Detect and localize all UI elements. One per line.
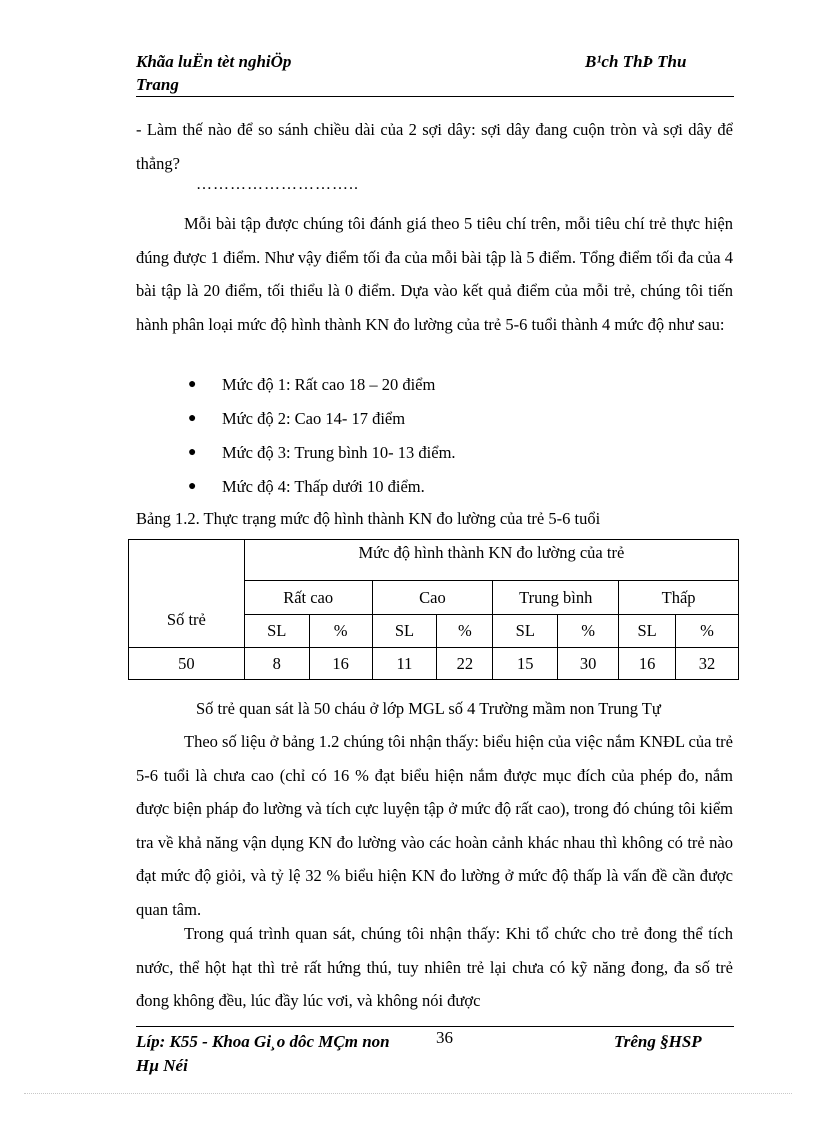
- subheader-cell: %: [676, 615, 739, 648]
- list-item-text: Mức độ 3: Trung bình 10- 13 điểm.: [222, 443, 456, 462]
- subheader-cell: %: [437, 615, 493, 648]
- table-cell: 8: [244, 648, 309, 680]
- table-cell: 50: [129, 648, 245, 680]
- header-title-line2: Trang: [136, 75, 179, 94]
- table-cell: 11: [372, 648, 437, 680]
- bullet-icon: ●: [188, 377, 197, 392]
- subheader-cell: %: [558, 615, 619, 648]
- table-cell: 16: [309, 648, 372, 680]
- paragraph-observation: Trong quá trình quan sát, chúng tôi nhận thấy: Khi tổ chức cho trẻ đong thể tích nước, thể hột hạt thì trẻ rất hứng thú, tuy nhiên trẻ lại chưa có kỹ năng đong, đa số trẻ đong không đều, lúc đầy lúc vơi, và không nói được: [136, 924, 733, 1010]
- list-item-text: Mức độ 4: Thấp dưới 10 điểm.: [222, 477, 425, 496]
- subheader-cell: SL: [493, 615, 558, 648]
- table-cell: 15: [493, 648, 558, 680]
- bullet-icon: ●: [188, 445, 197, 460]
- list-item: [136, 402, 733, 436]
- subheader-cell: SL: [372, 615, 437, 648]
- list-item: [136, 436, 733, 470]
- footer-class-line2: Hµ Néi: [136, 1056, 188, 1075]
- table-row: [129, 648, 739, 680]
- list-item: [136, 368, 733, 402]
- header-cell-level: Trung bình: [493, 581, 619, 615]
- header-cell-level: Cao: [372, 581, 493, 615]
- footer-divider: [136, 1026, 734, 1027]
- header-cell-level: Rất cao: [244, 581, 372, 615]
- table-cell: 30: [558, 648, 619, 680]
- bullet-icon: ●: [188, 479, 197, 494]
- table-cell: 16: [619, 648, 676, 680]
- subheader-cell: %: [309, 615, 372, 648]
- header-cell-children: Số trẻ: [129, 540, 245, 648]
- list-item-text: Mức độ 1: Rất cao 18 – 20 điểm: [222, 375, 436, 394]
- paragraph-sample: Số trẻ quan sát là 50 cháu ở lớp MGL số 4 Trường mầm non Trung Tự: [196, 699, 661, 718]
- page-number: 36: [436, 1028, 453, 1047]
- ellipsis-line: ………………………..: [196, 176, 359, 193]
- level-list: [136, 368, 733, 504]
- footer-class-line1: Líp: K55 - Khoa Gi¸o dôc MÇm non: [136, 1032, 390, 1051]
- subheader-cell: SL: [619, 615, 676, 648]
- paragraph-criteria: Mỗi bài tập được chúng tôi đánh giá theo 5 tiêu chí trên, mỗi tiêu chí trẻ thực hiện đúng được 1 điểm. Như vậy điểm tối đa của mỗi bài tập là 5 điểm. Tổng điểm tối đa của 4 bài tập là 20 điểm, tối thiểu là 0 điểm. Dựa vào kết quả điểm của mỗi trẻ, chúng tôi tiến hành phân loại mức độ hình thành KN đo lường của trẻ 5-6 tuổi thành 4 mức độ như sau:: [136, 214, 733, 334]
- paragraph-question: - Làm thế nào để so sánh chiều dài của 2 sợi dây: sợi dây đang cuộn tròn và sợi dây để thẳng?: [136, 120, 733, 173]
- list-item-text: Mức độ 2: Cao 14- 17 điểm: [222, 409, 406, 428]
- results-table: [128, 539, 739, 680]
- paragraph-analysis: Theo số liệu ở bảng 1.2 chúng tôi nhận thấy: biểu hiện của việc nắm KNĐL của trẻ 5-6 tuổi là chưa cao (chỉ có 16 % đạt biểu hiện nắm được mục đích của phép đo, nắm được biện pháp đo lường và tích cực luyện tập ở mức độ rất cao), trong đó chúng tôi kiểm tra về khả năng vận dụng KN đo lường vào các hoàn cảnh khác nhau thì không có trẻ nào đạt mức độ giỏi, và tỷ lệ 32 % biểu hiện KN đo lường ở mức độ thấp là vấn đề cần được quan tâm.: [136, 732, 733, 919]
- table-caption: Bảng 1.2. Thực trạng mức độ hình thành KN đo lường của trẻ 5-6 tuổi: [136, 509, 601, 528]
- header-cell-group: Mức độ hình thành KN đo lường của trẻ: [244, 540, 738, 581]
- header-title-line1: Khãa luËn tèt nghiÖp: [136, 52, 292, 71]
- header-cell-level: Thấp: [619, 581, 739, 615]
- footer-class-info: [136, 1030, 390, 1078]
- header-author: B¹ch ThÞ Thu: [585, 52, 687, 71]
- table-cell: 32: [676, 648, 739, 680]
- header-thesis-title: [136, 50, 291, 96]
- page-bottom-border: [24, 1093, 792, 1094]
- header-divider: [136, 96, 734, 97]
- table-cell: 22: [437, 648, 493, 680]
- list-item: [136, 470, 733, 504]
- footer-school: Trêng §HSP: [614, 1032, 702, 1051]
- subheader-cell: SL: [244, 615, 309, 648]
- bullet-icon: ●: [188, 411, 197, 426]
